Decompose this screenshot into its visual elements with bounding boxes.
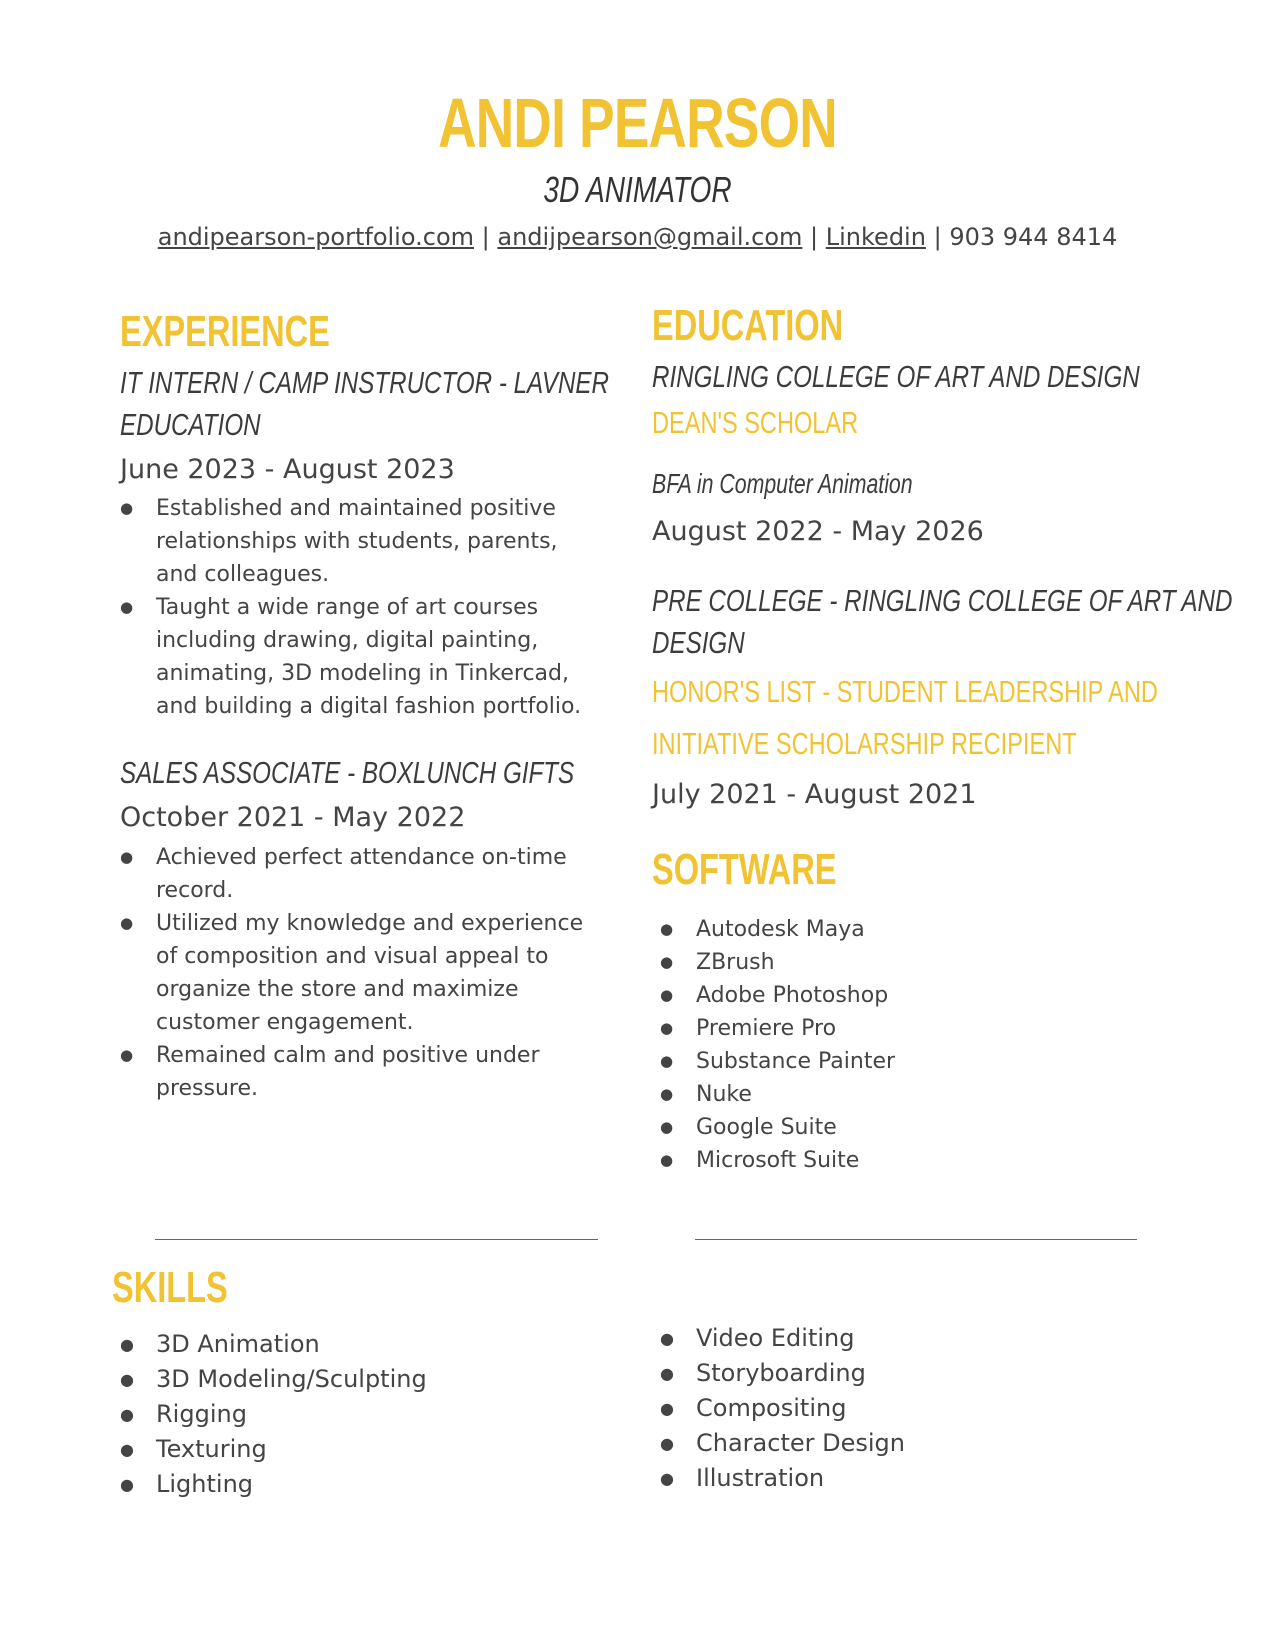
school-dates: August 2022 - May 2026: [652, 516, 984, 547]
job-title: [120, 362, 609, 446]
linkedin-link[interactable]: Linkedin: [825, 223, 926, 251]
software-list: [660, 913, 1160, 1177]
resume-name: ANDI PEARSON: [438, 84, 837, 162]
contact-separator: |: [810, 223, 819, 251]
section-divider: [155, 1239, 598, 1240]
school-name: [652, 580, 1232, 664]
school-degree: BFA in Computer Animation: [652, 468, 913, 499]
list-item: ● Premiere Pro: [660, 1012, 1160, 1045]
job-title-line: EDUCATION: [120, 407, 261, 442]
education-heading: EDUCATION: [652, 301, 844, 350]
school-honor-line: HONOR'S LIST - STUDENT LEADERSHIP AND: [652, 674, 1158, 709]
school-name: RINGLING COLLEGE OF ART AND DESIGN: [652, 359, 1140, 394]
job-bullets: [120, 492, 600, 723]
email-link[interactable]: andijpearson@gmail.com: [497, 223, 803, 251]
contact-line: [0, 225, 1275, 249]
list-item: ● Video Editing: [660, 1321, 1140, 1356]
resume-role: 3D ANIMATOR: [543, 169, 732, 210]
list-item: ● Adobe Photoshop: [660, 979, 1160, 1012]
list-item: ● Utilized my knowledge and experience of composition and visual appeal to organize the store and maximize customer engagement.: [120, 907, 600, 1039]
school-honor: DEAN'S SCHOLAR: [652, 405, 859, 440]
skills-list-left: [120, 1327, 600, 1502]
job-title-line: IT INTERN / CAMP INSTRUCTOR - LAVNER: [120, 365, 610, 400]
job-title-line: SALES ASSOCIATE - BOXLUNCH GIFTS: [120, 755, 575, 790]
skills-heading: SKILLS: [112, 1263, 228, 1312]
experience-heading: EXPERIENCE: [120, 307, 330, 356]
school-name-line: PRE COLLEGE - RINGLING COLLEGE OF ART AND: [652, 583, 1233, 618]
phone-number: 903 944 8414: [949, 223, 1118, 251]
job-dates: October 2021 - May 2022: [120, 802, 466, 833]
skills-list-right: [660, 1321, 1140, 1496]
list-item: ● Illustration: [660, 1461, 1140, 1496]
school-name-line: DESIGN: [652, 625, 745, 660]
list-item: ● Microsoft Suite: [660, 1144, 1160, 1177]
list-item: ● 3D Modeling/Sculpting: [120, 1362, 600, 1397]
school-honor: [652, 666, 1158, 770]
list-item: ● Remained calm and positive under pressure.: [120, 1039, 600, 1105]
section-divider: [695, 1239, 1137, 1240]
list-item: ● Autodesk Maya: [660, 913, 1160, 946]
list-item: ● Compositing: [660, 1391, 1140, 1426]
school-honor-line: INITIATIVE SCHOLARSHIP RECIPIENT: [652, 726, 1077, 761]
job-dates: June 2023 - August 2023: [120, 454, 455, 485]
software-heading: SOFTWARE: [652, 845, 837, 894]
list-item: ● Substance Painter: [660, 1045, 1160, 1078]
list-item: ● 3D Animation: [120, 1327, 600, 1362]
list-item: ● Rigging: [120, 1397, 600, 1432]
list-item: ● Google Suite: [660, 1111, 1160, 1144]
school-dates: July 2021 - August 2021: [652, 779, 977, 810]
list-item: ● ZBrush: [660, 946, 1160, 979]
list-item: ● Character Design: [660, 1426, 1140, 1461]
list-item: ● Taught a wide range of art courses including drawing, digital painting, animating, 3D modeling in Tinkercad, and building a digital fashion portfolio.: [120, 591, 600, 723]
contact-separator: |: [481, 223, 490, 251]
job-bullets: [120, 841, 600, 1105]
list-item: ● Storyboarding: [660, 1356, 1140, 1391]
list-item: ● Nuke: [660, 1078, 1160, 1111]
list-item: ● Texturing: [120, 1432, 600, 1467]
job-title: [120, 752, 574, 794]
list-item: ● Lighting: [120, 1467, 600, 1502]
list-item: ● Established and maintained positive relationships with students, parents, and colleagues.: [120, 492, 600, 591]
portfolio-link[interactable]: andipearson-portfolio.com: [157, 223, 474, 251]
list-item: ● Achieved perfect attendance on-time record.: [120, 841, 600, 907]
contact-separator: |: [933, 223, 942, 251]
